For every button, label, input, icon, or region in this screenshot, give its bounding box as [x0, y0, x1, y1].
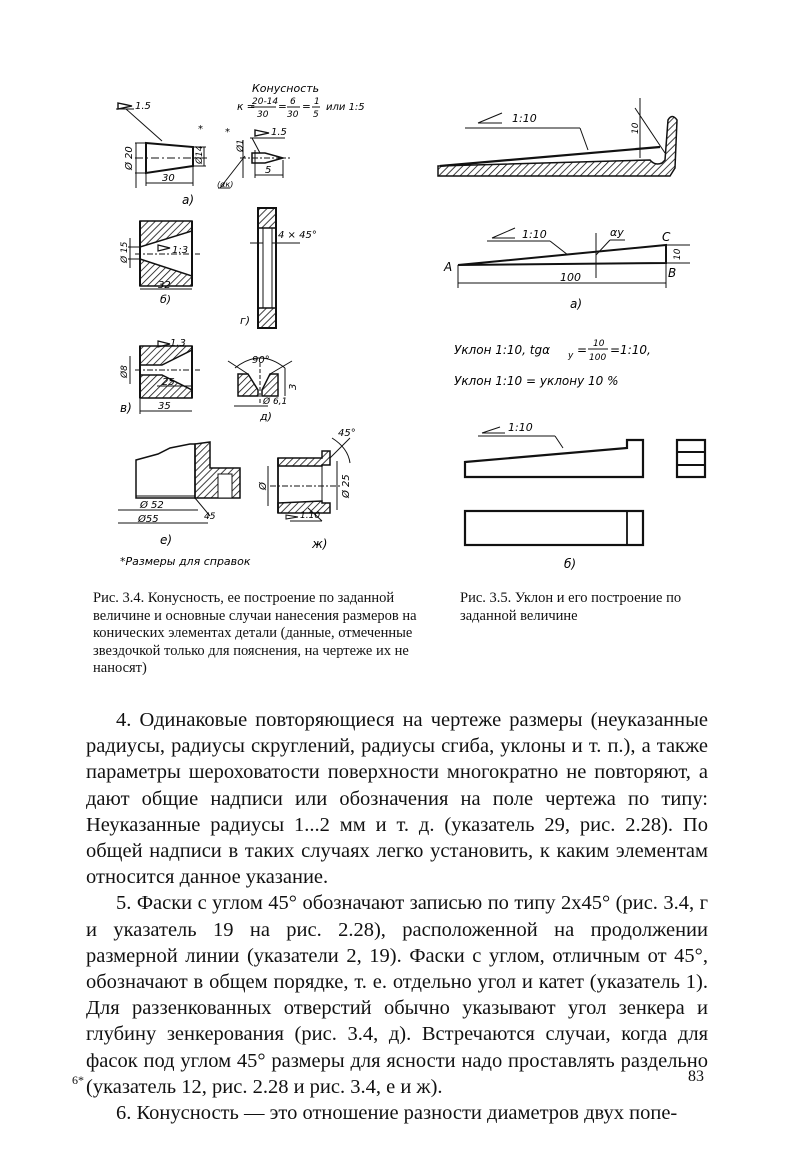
dim-depth-3: 3	[288, 383, 299, 390]
cone-symbol-icon	[158, 245, 170, 251]
label-zh: ж)	[312, 537, 328, 551]
footnote: *Размеры для справок	[120, 555, 251, 568]
dim-5: 5	[265, 165, 272, 176]
cone-1-3-label: 1:3	[172, 245, 189, 256]
cone-symbol-icon	[286, 515, 298, 519]
label-b-3-5: б)	[564, 557, 577, 571]
slope-drawing-top	[438, 98, 677, 176]
conicity-title: Конусность	[252, 82, 320, 95]
cone-1-5-label: 1.5	[135, 101, 151, 112]
drawing-b	[128, 221, 200, 289]
star-mark: *	[198, 124, 203, 135]
label-d: д)	[260, 410, 272, 423]
svg-text:=: =	[302, 101, 311, 113]
svg-text:у: у	[568, 351, 574, 361]
dim-d25: Ø 25	[341, 474, 352, 498]
dim-10-top: 10	[631, 122, 641, 134]
drawing-e	[118, 442, 240, 523]
point-c: C	[662, 230, 671, 244]
point-a: A	[444, 260, 453, 274]
figure-3-5-drawing	[430, 78, 720, 578]
dim-d14: Ø14	[195, 145, 205, 164]
svg-text:6: 6	[290, 97, 296, 107]
dim-d15: Ø 15	[120, 241, 130, 263]
svg-text:к =: к =	[237, 101, 256, 113]
dim-10-a: 10	[673, 248, 683, 260]
paragraph-6: 6. Конусность — это отношение разности диаметров двух попе-	[116, 1102, 678, 1125]
cone-1-3-label-v: 1.3	[170, 338, 186, 349]
page-number: 83	[688, 1068, 704, 1085]
paragraph-5: 5. Фаски с углом 45° обозначают записью по типу 2x45° (рис. 3.4, г и указатель 19 на рис. 2.28), расположенной на продолжении размерной линии (указатели 2, 19). Фаски с углом, отличным от 45°, обозначают в общем порядке, т. е. отдельно угол и катет (указатель 1). Для раззенкованных отверстий обычно указывают угол зенкера и глубину зенкерования (рис. 3.4, д). Встречаются случаи, когда для фасок под углом 45° размеры для ясности надо проставлять раздельно (указатель 12, рис. 2.28 и рис. 3.4, е и ж).	[86, 892, 708, 1098]
body-text	[86, 707, 708, 1126]
dim-d-zh: Ø	[258, 482, 269, 490]
chamfer-label: 4 × 45°	[278, 230, 317, 241]
slope-drawing-b	[465, 427, 705, 545]
star-mark-2: *	[225, 127, 230, 138]
point-b: B	[668, 266, 677, 280]
slope-formula-1	[454, 339, 651, 363]
drawing-zh	[268, 438, 350, 521]
label-e: е)	[160, 533, 173, 547]
slope-a-label: 1:10	[522, 228, 547, 241]
label-a-3-5: а)	[570, 297, 583, 311]
dim-d6-1: Ø 6,1	[263, 397, 288, 407]
svg-text:Уклон 1:10, tgα: Уклон 1:10, tgα	[454, 343, 551, 357]
paragraph-4: 4. Одинаковые повторяющиеся на чертеже размеры (неуказанные радиусы, радиусы скруглений, радиусы сгиба, уклоны и т. п.), а также параметры шероховатости поверхности многократно не повторяют, а дают общие надписи или обозначения на поле чертежа по типу: Неуказанные радиусы 1...2 мм и т. д. (указатель 29, рис. 2.28). По общей надписи в таких случаях легко установить, к каким элементам относится данное указание.	[86, 709, 708, 889]
svg-text:100: 100	[589, 353, 607, 363]
dim-d1: Ø1	[236, 139, 246, 152]
dim-d20: Ø 20	[124, 146, 135, 170]
slope-b-label: 1:10	[508, 421, 533, 434]
slope-top-label: 1:10	[512, 112, 537, 125]
dim-25: 25	[162, 377, 175, 388]
angle-45-e: 45	[204, 512, 216, 522]
svg-text:10: 10	[593, 339, 605, 349]
drawing-g	[250, 208, 300, 328]
svg-text:=: =	[577, 343, 588, 357]
svg-text:30: 30	[287, 110, 299, 120]
svg-text:5: 5	[313, 110, 319, 120]
svg-text:=1:10,: =1:10,	[610, 343, 651, 357]
cone-symbol-icon	[255, 130, 269, 136]
conicity-formula	[237, 97, 365, 120]
dim-d52: Ø 52	[140, 500, 164, 511]
svg-text:30: 30	[257, 110, 269, 120]
dim-d55: Ø55	[138, 514, 159, 525]
figure-3-4-caption: Рис. 3.4. Конусность, ее построение по заданной величине и основные случаи нанесения размеров на конических элементах детали (данные, отмеченные звездочкой только для пояснения, на чертеже их не наносят)	[93, 590, 417, 676]
dim-30: 30	[162, 173, 175, 184]
dim-32: 32	[158, 280, 171, 291]
angle-45-zh: 45°	[338, 428, 356, 439]
svg-text:1: 1	[314, 97, 320, 107]
alpha-y-label: αу	[610, 226, 624, 239]
dim-100: 100	[560, 271, 581, 284]
label-b: б)	[160, 293, 172, 306]
svg-text:или 1:5: или 1:5	[326, 102, 365, 113]
dim-35: 35	[158, 401, 171, 412]
label-g: г)	[240, 314, 251, 327]
cone-1-5-label-2: 1.5	[271, 127, 287, 138]
dim-d8: Ø8	[120, 365, 130, 378]
figure-3-5-caption: Рис. 3.5. Уклон и его построение по заданной величине	[460, 590, 682, 624]
cone-symbol-icon	[118, 103, 132, 109]
signature-mark: 6*	[72, 1073, 84, 1087]
slope-formula-2: Уклон 1:10 = уклону 10 %	[454, 374, 619, 388]
svg-text:20-14: 20-14	[252, 97, 279, 107]
svg-text:=: =	[278, 101, 287, 113]
figure-3-4-drawing	[100, 78, 420, 578]
label-a: а)	[182, 193, 195, 207]
label-v: в)	[120, 401, 132, 415]
angle-alpha-k: (αк)	[217, 180, 234, 189]
angle-90: 90°	[252, 355, 270, 366]
cone-1-10-label: 1.10	[300, 511, 321, 521]
